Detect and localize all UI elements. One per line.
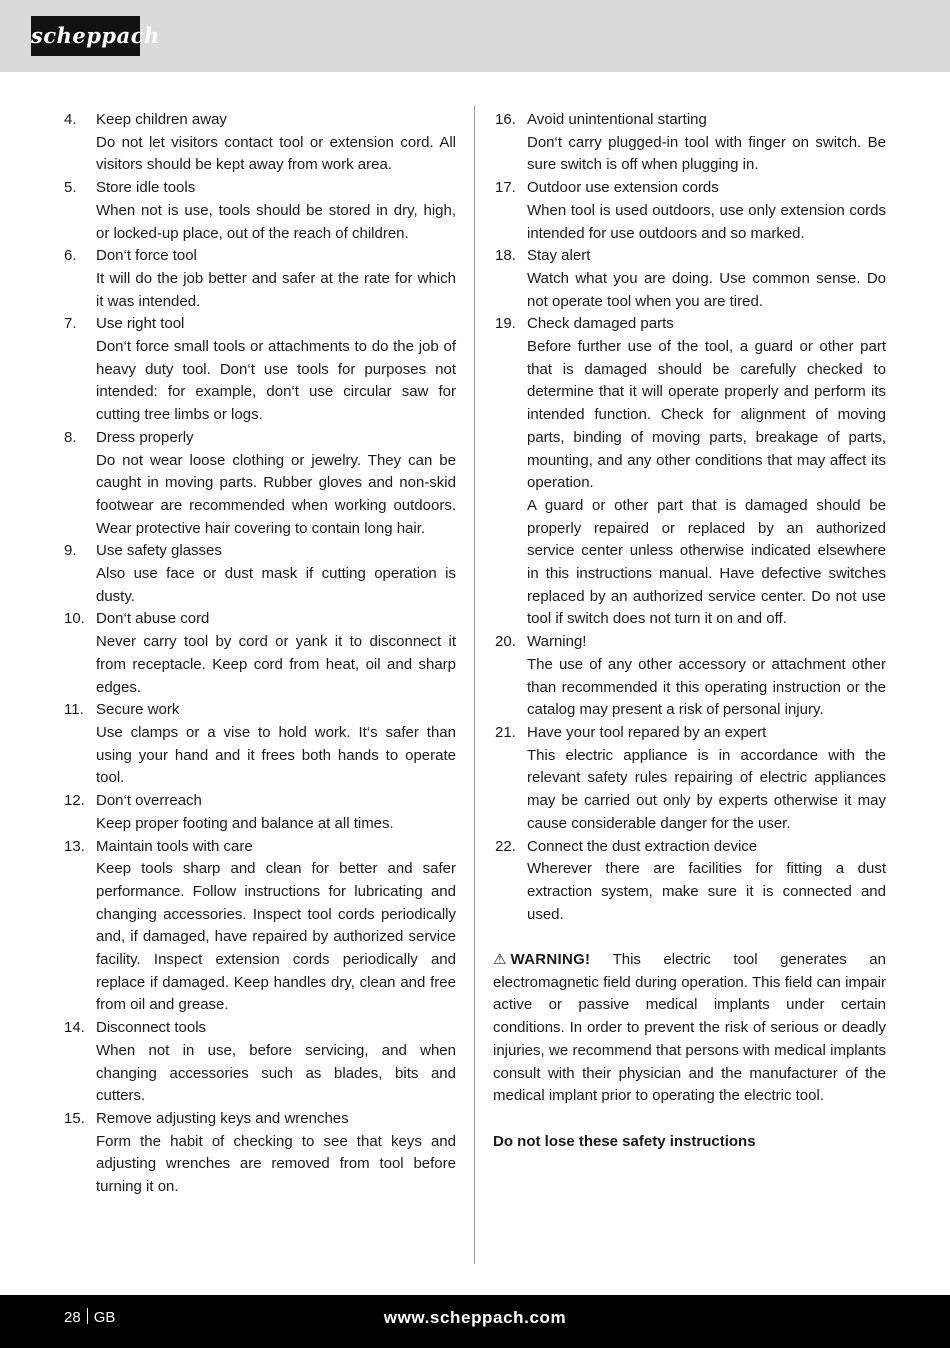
item-number: 5. xyxy=(64,179,77,197)
item-number: 21. xyxy=(495,723,516,741)
item-body-second: A guard or other part that is damaged should be properly repaired or replaced by an authorized service center unless otherwise indicated elsewhere in this instructions manual. Have defective switches replaced by an authorized service center. Do not use tool if switch does not turn it on and off. xyxy=(527,496,886,628)
item-number: 22. xyxy=(495,837,516,855)
item-body: Do not let visitors contact tool or extension cord. All visitors should be kept away from work area. xyxy=(96,133,456,174)
item-body: When not in use, before servicing, and when changing accessories such as blades, bits and cutters. xyxy=(96,1041,456,1105)
item-body: Form the habit of checking to see that keys and adjusting wrenches are removed from tool before turning it on. xyxy=(96,1132,456,1196)
right-column xyxy=(493,109,886,1153)
list-item xyxy=(62,1017,456,1108)
item-number: 9. xyxy=(64,542,77,560)
item-title: Connect the dust extraction device xyxy=(527,837,758,855)
list-item xyxy=(62,608,456,699)
list-item xyxy=(62,427,456,541)
column-divider xyxy=(474,106,475,1264)
item-body: Don‘t carry plugged-in tool with finger on switch. Be sure switch is off when plugging in. xyxy=(527,133,886,174)
list-item xyxy=(493,313,886,631)
item-body: It will do the job better and safer at the rate for which it was intended. xyxy=(96,269,456,310)
item-number: 20. xyxy=(495,633,516,651)
list-item xyxy=(62,177,456,245)
item-title: Use safety glasses xyxy=(96,542,222,560)
page-footer xyxy=(0,1295,950,1348)
item-body: This electric appliance is in accordance with the relevant safety rules repairing of electric appliances may be carried out only by experts otherwise it may cause considerable danger for the user. xyxy=(527,746,886,832)
list-item xyxy=(62,836,456,1018)
item-body: Keep tools sharp and clean for better and safer performance. Follow instructions for lubricating and changing accessories. Inspect tool cords periodically and, if damaged, have repaired by authorized service facility. Inspect extension cords periodically and replace if damaged. Keep handles dry, clean and free from oil and grease. xyxy=(96,860,456,1014)
warning-triangle-icon: ⚠ xyxy=(493,951,507,968)
item-body: When not is use, tools should be stored in dry, high, or locked-up place, out of the reach of children. xyxy=(96,201,456,242)
item-number: 16. xyxy=(495,111,516,128)
item-title: Have your tool repared by an expert xyxy=(527,723,767,741)
item-title: Dress properly xyxy=(96,428,194,446)
item-body: Never carry tool by cord or yank it to disconnect it from receptacle. Keep cord from heat, oil and sharp edges. xyxy=(96,633,456,696)
item-number: 18. xyxy=(495,247,516,265)
item-number: 4. xyxy=(64,111,77,128)
item-title: Secure work xyxy=(96,701,180,719)
item-title: Don‘t overreach xyxy=(96,792,202,810)
keep-instructions-note: Do not lose these safety instructions xyxy=(493,1132,756,1150)
emf-warning-paragraph xyxy=(493,949,886,1108)
item-title: Don‘t abuse cord xyxy=(96,610,210,628)
language-code: GB xyxy=(93,1309,116,1326)
item-number: 13. xyxy=(64,837,85,855)
item-number: 7. xyxy=(64,315,77,333)
list-item xyxy=(493,109,886,177)
item-body: Don‘t force small tools or attachments to do the job of heavy duty tool. Don‘t use tools for purposes not intended: for example, don‘t use circular saw for cutting tree limbs or logs. xyxy=(96,338,456,424)
warning-label: WARNING! xyxy=(510,951,591,968)
list-item xyxy=(493,177,886,245)
item-title: Don‘t force tool xyxy=(96,247,197,265)
list-item xyxy=(62,1108,456,1199)
item-number: 19. xyxy=(495,315,516,333)
item-title: Keep children away xyxy=(96,111,227,128)
item-number: 14. xyxy=(64,1019,85,1037)
warning-text: This electric tool generates an electromagnetic field during operation. This field can impair active or passive medical implants under certain conditions. In order to prevent the risk of serious or deadly injuries, we recommend that persons with medical implants consult with their physician and the manufacturer of the medical implant prior to operating the electric tool. xyxy=(493,951,886,1105)
website-url: www.scheppach.com xyxy=(383,1308,567,1327)
page-number: 28 xyxy=(64,1309,81,1326)
list-item xyxy=(493,722,886,836)
item-body: Keep proper footing and balance at all times. xyxy=(96,814,394,832)
item-body: Also use face or dust mask if cutting operation is dusty. xyxy=(96,565,456,605)
item-number: 10. xyxy=(64,610,85,628)
item-title: Maintain tools with care xyxy=(96,837,253,855)
item-body: When tool is used outdoors, use only extension cords intended for use outdoors and so marked. xyxy=(527,201,886,242)
list-item xyxy=(493,631,886,722)
item-body: Wherever there are facilities for fitting a dust extraction system, make sure it is connected and used. xyxy=(527,860,886,923)
item-number: 6. xyxy=(64,247,77,265)
item-body: The use of any other accessory or attachment other than recommended it this operating instruction or the catalog may present a risk of personal injury. xyxy=(527,655,886,719)
item-body: Before further use of the tool, a guard or other part that is damaged should be carefully checked to determine that it will operate properly and perform its intended function. Check for alignment of moving parts, binding of moving parts, breakage of parts, mounting, and any other conditions that may affect its operation. xyxy=(527,338,886,492)
item-number: 17. xyxy=(495,179,516,197)
item-title: Store idle tools xyxy=(96,179,196,197)
list-item xyxy=(493,836,886,927)
item-title: Avoid unintentional starting xyxy=(527,111,707,128)
list-item xyxy=(493,245,886,313)
left-column xyxy=(62,109,456,1199)
item-body: Do not wear loose clothing or jewelry. They can be caught in moving parts. Rubber gloves and non-skid footwear are recommended when working outdoors. Wear protective hair covering to contain long hair. xyxy=(96,451,456,537)
item-number: 15. xyxy=(64,1109,85,1127)
list-item xyxy=(62,245,456,313)
item-title: Stay alert xyxy=(527,247,591,265)
list-item xyxy=(62,699,456,790)
item-title: Remove adjusting keys and wrenches xyxy=(96,1109,349,1127)
list-item xyxy=(62,540,456,608)
list-item xyxy=(62,790,456,835)
scheppach-logo: scheppach xyxy=(31,16,140,56)
item-title: Warning! xyxy=(527,633,587,651)
item-title: Outdoor use extension cords xyxy=(527,179,719,197)
item-number: 12. xyxy=(64,792,85,810)
list-item xyxy=(62,109,456,177)
item-title: Check damaged parts xyxy=(527,315,674,333)
item-body: Watch what you are doing. Use common sense. Do not operate tool when you are tired. xyxy=(527,269,886,310)
item-number: 11. xyxy=(64,701,84,719)
item-body: Use clamps or a vise to hold work. It‘s safer than using your hand and it frees both hands to operate tool. xyxy=(96,723,456,787)
item-number: 8. xyxy=(64,428,77,446)
item-title: Disconnect tools xyxy=(96,1019,207,1037)
page-header xyxy=(0,0,950,72)
item-title: Use right tool xyxy=(96,315,185,333)
list-item xyxy=(62,313,456,427)
